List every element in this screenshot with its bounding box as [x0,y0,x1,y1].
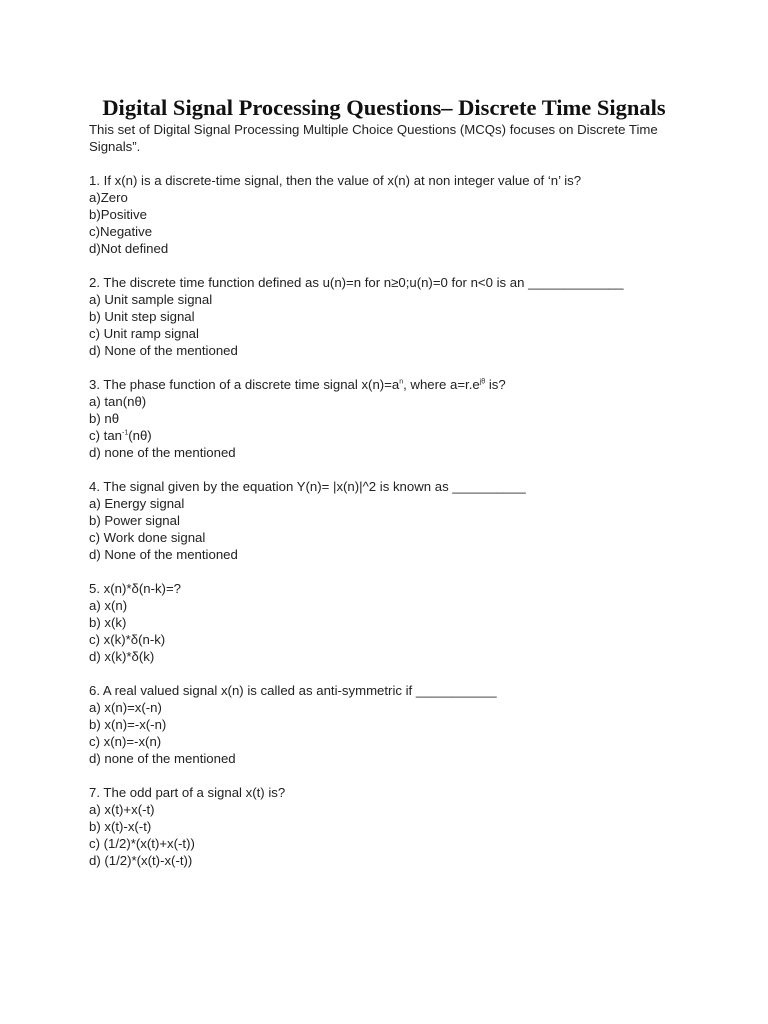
option-a: a) Energy signal [89,496,185,511]
question-5 [89,580,689,665]
question-text-part: , where a=r.e [403,377,480,392]
question-2 [89,274,689,359]
document-body [89,121,689,886]
question-text: 1. If x(n) is a discrete-time signal, then the value of x(n) at non integer value of ‘n’ is? [89,173,582,188]
question-text: 5. x(n)*δ(n-k)=? [89,581,181,596]
option-d: d) none of the mentioned [89,445,236,460]
question-text: 6. A real valued signal x(n) is called as anti-symmetric if ___________ [89,683,497,698]
question-6 [89,682,689,767]
option-c: c) (1/2)*(x(t)+x(-t)) [89,836,195,851]
option-c: c) x(k)*δ(n-k) [89,632,166,647]
option-a: a)Zero [89,190,128,205]
option-a: a) tan(nθ) [89,394,147,409]
option-b: b)Positive [89,207,147,222]
superscript: n [399,378,404,386]
option-a: a) x(t)+x(-t) [89,802,155,817]
option-a: a) x(n)=x(-n) [89,700,162,715]
option-c [89,427,689,444]
question-text-part: 3. The phase function of a discrete time signal x(n)=a [89,377,400,392]
superscript: -1 [121,429,129,437]
option-c: c) Work done signal [89,530,206,545]
option-d: d) (1/2)*(x(t)-x(-t)) [89,853,193,868]
option-b: b) Power signal [89,513,180,528]
option-d: d) None of the mentioned [89,343,238,358]
option-b: b) Unit step signal [89,309,195,324]
question-text-part: is? [485,377,506,392]
page-title: Digital Signal Processing Questions– Discrete Time Signals [102,95,666,120]
intro-paragraph: This set of Digital Signal Processing Multiple Choice Questions (MCQs) focuses on Discrete Time Signals”. [89,122,658,154]
option-text-part: (nθ) [128,428,152,443]
question-7 [89,784,689,869]
option-d: d) none of the mentioned [89,751,236,766]
question-3 [89,376,689,461]
option-d: d) x(k)*δ(k) [89,649,155,664]
question-text [89,376,689,393]
option-c: c) x(n)=-x(n) [89,734,162,749]
question-4 [89,478,689,563]
option-a: a) x(n) [89,598,128,613]
option-text-part: c) tan [89,428,122,443]
superscript: jθ [479,378,486,386]
option-b: b) x(t)-x(-t) [89,819,152,834]
option-b: b) x(k) [89,615,127,630]
option-b: b) x(n)=-x(-n) [89,717,167,732]
option-a: a) Unit sample signal [89,292,213,307]
option-d: d) None of the mentioned [89,547,238,562]
question-text: 2. The discrete time function defined as u(n)=n for n≥0;u(n)=0 for n<0 is an _____________ [89,275,624,290]
question-text: 7. The odd part of a signal x(t) is? [89,785,286,800]
question-text: 4. The signal given by the equation Y(n)= |x(n)|^2 is known as __________ [89,479,526,494]
question-1 [89,172,689,257]
option-d: d)Not defined [89,241,169,256]
option-b: b) nθ [89,411,120,426]
option-c: c)Negative [89,224,153,239]
option-c: c) Unit ramp signal [89,326,199,341]
